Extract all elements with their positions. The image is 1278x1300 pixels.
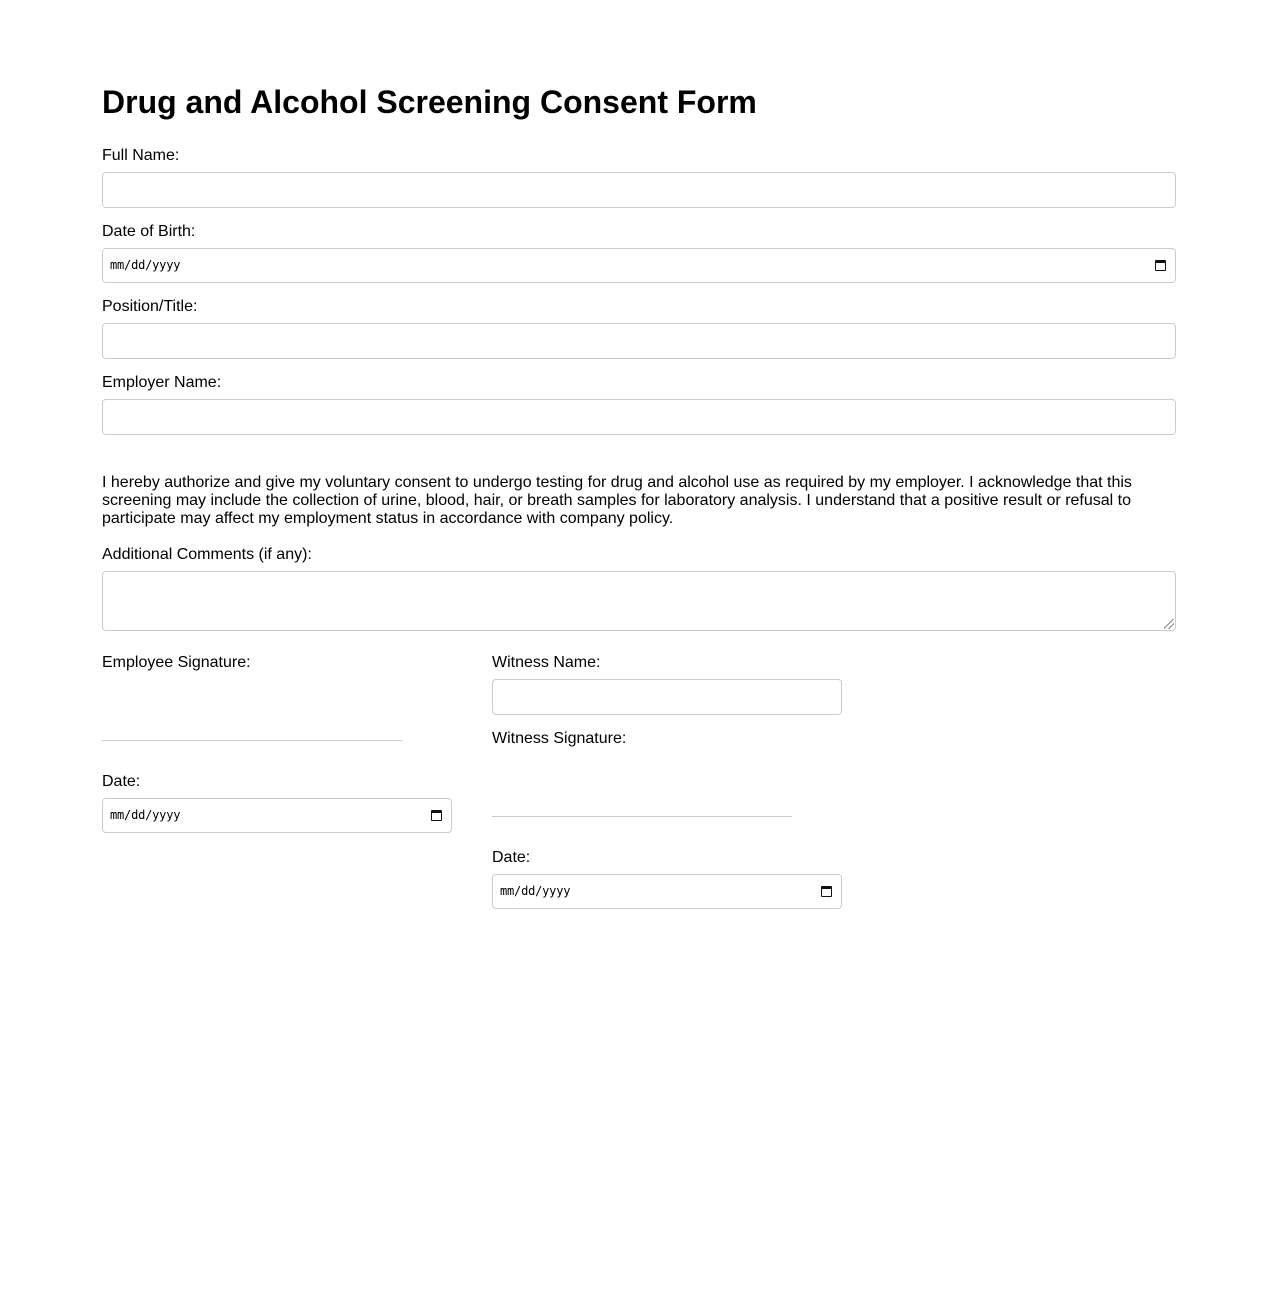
resize-handle-icon[interactable] [1164, 619, 1174, 629]
date-of-birth-placeholder: mm/dd/yyyy [110, 258, 181, 272]
employer-name-group [102, 374, 1176, 435]
full-name-group [102, 147, 1176, 208]
witness-signature-label: Witness Signature: [492, 730, 627, 747]
employee-date-placeholder: mm/dd/yyyy [110, 808, 181, 822]
full-name-input[interactable] [102, 172, 1176, 208]
employer-name-input[interactable] [102, 399, 1176, 435]
witness-date-label: Date: [492, 849, 531, 866]
comments-group [102, 546, 1176, 631]
position-title-label: Position/Title: [102, 298, 198, 315]
date-of-birth-group [102, 223, 1176, 283]
comments-textarea[interactable] [102, 571, 1176, 631]
calendar-icon[interactable] [821, 886, 832, 897]
full-name-label: Full Name: [102, 147, 180, 164]
date-of-birth-label: Date of Birth: [102, 223, 196, 240]
employee-date-input[interactable] [102, 798, 452, 833]
witness-signature-line[interactable] [492, 816, 792, 817]
page-title: Drug and Alcohol Screening Consent Form [102, 84, 757, 120]
employee-signature-label: Employee Signature: [102, 654, 251, 671]
witness-date-input[interactable] [492, 874, 842, 909]
witness-name-label: Witness Name: [492, 654, 601, 671]
witness-date-placeholder: mm/dd/yyyy [500, 884, 571, 898]
witness-section [492, 654, 842, 898]
employer-name-label: Employer Name: [102, 374, 222, 391]
employee-section [102, 654, 452, 822]
witness-name-input[interactable] [492, 679, 842, 715]
comments-label: Additional Comments (if any): [102, 546, 312, 563]
consent-statement: I hereby authorize and give my voluntary consent to undergo testing for drug and alcohol use as required by my employer. I acknowledge that this screening may include the collection of urine, blood, hair, or breath samples for laboratory analysis. I understand that a positive result or refusal to participate may affect my employment status in accordance with company policy. [102, 474, 1132, 527]
employee-signature-line[interactable] [102, 740, 402, 741]
calendar-icon[interactable] [1155, 260, 1166, 271]
position-title-group [102, 298, 1176, 359]
employee-date-label: Date: [102, 773, 141, 790]
calendar-icon[interactable] [431, 810, 442, 821]
date-of-birth-input[interactable] [102, 248, 1176, 283]
position-title-input[interactable] [102, 323, 1176, 359]
